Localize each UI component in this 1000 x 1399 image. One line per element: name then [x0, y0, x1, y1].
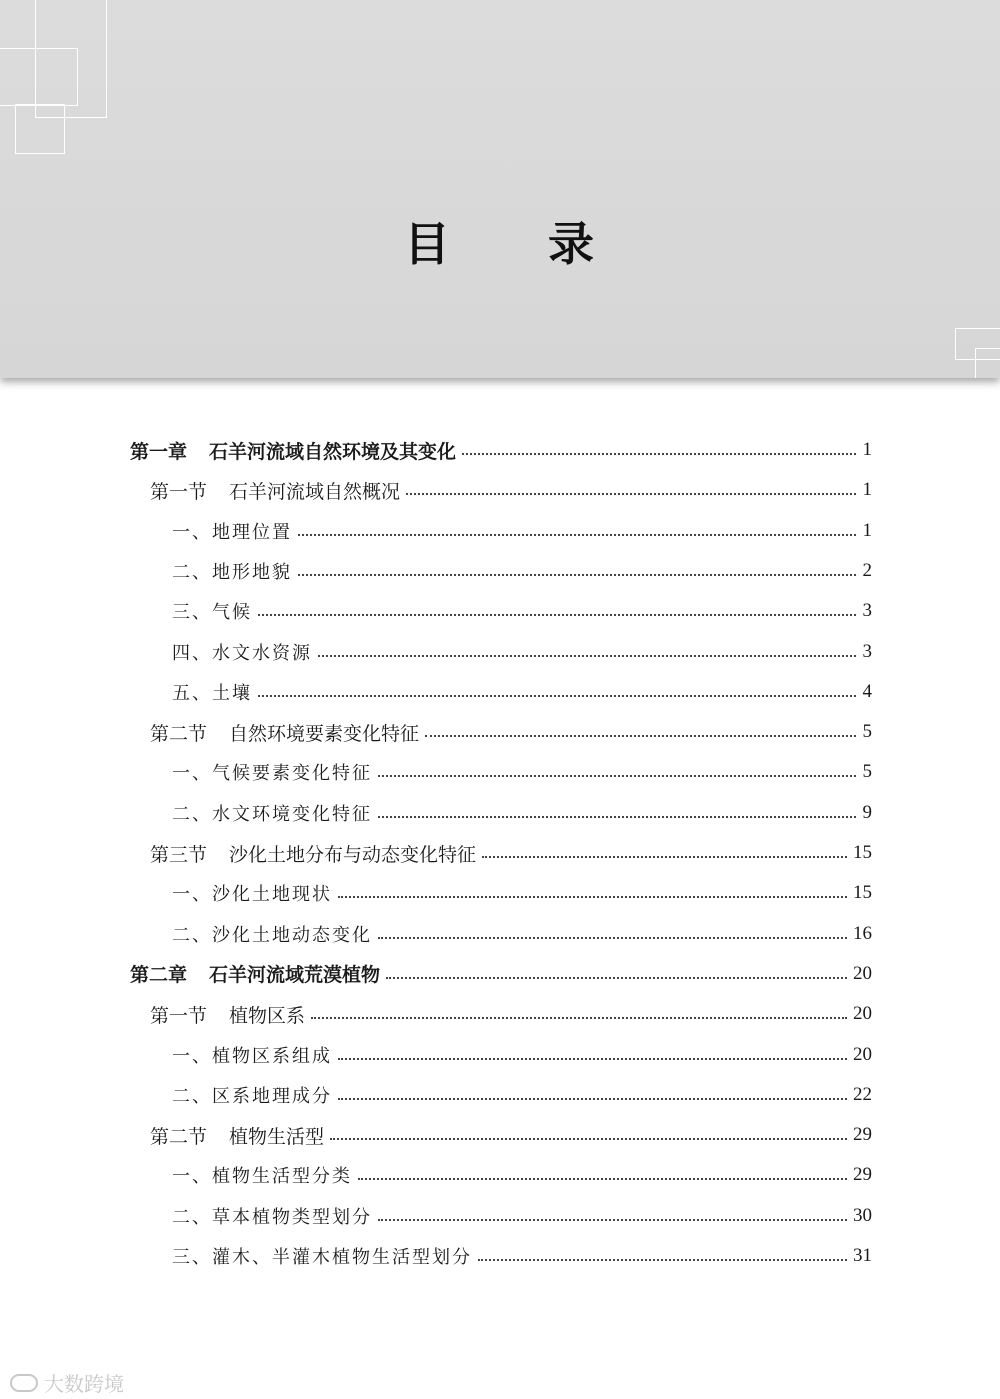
toc-entry-section	[150, 994, 872, 1034]
toc-page-number: 4	[862, 680, 872, 702]
toc-leader-dots	[258, 614, 856, 616]
toc-entry-title	[172, 1203, 372, 1229]
toc-entry-text: 地形地貌	[212, 561, 292, 583]
toc-entry-section	[150, 833, 872, 873]
toc-entry-chapter	[130, 954, 872, 994]
watermark-logo-icon	[10, 1374, 38, 1392]
toc-leader-dots	[298, 534, 856, 536]
toc-page-number: 1	[862, 439, 872, 460]
toc-entry-text: 石羊河流域荒漠植物	[209, 964, 381, 987]
toc-page-number: 16	[853, 922, 872, 944]
toc-leader-dots	[386, 977, 847, 979]
toc-entry-title	[172, 598, 252, 624]
toc-entry-item	[172, 752, 872, 792]
toc-entry-item	[172, 672, 872, 712]
toc-entry-label: 第一章	[130, 440, 188, 463]
toc-entry-label: 五、	[172, 682, 212, 704]
toc-entry-label: 第三节	[150, 843, 208, 866]
toc-entry-label: 二、	[172, 1085, 212, 1107]
watermark	[10, 1368, 124, 1397]
toc-entry-item	[172, 632, 872, 672]
toc-entry-title	[172, 880, 332, 906]
toc-page-number: 30	[853, 1204, 872, 1226]
toc-entry-text: 植物区系组成	[212, 1045, 332, 1067]
toc-entry-item	[172, 1196, 872, 1236]
toc-leader-dots	[425, 735, 856, 737]
toc-entry-title	[172, 800, 372, 826]
toc-leader-dots	[358, 1178, 847, 1180]
toc-entry-item	[172, 551, 872, 591]
toc-page-number: 22	[853, 1083, 872, 1105]
toc-page-number: 5	[862, 721, 872, 743]
toc-page-number: 1	[862, 479, 872, 501]
toc-entry-label: 一、	[172, 521, 212, 543]
toc-leader-dots	[338, 1098, 847, 1100]
toc-page-number: 29	[853, 1164, 872, 1186]
toc-entry-text: 草本植物类型划分	[212, 1206, 372, 1228]
title-char-1: 目	[404, 217, 452, 271]
toc-entry-text: 植物区系	[229, 1004, 306, 1027]
toc-entry-text: 水文水资源	[212, 642, 312, 664]
watermark-text: 大数跨境	[44, 1372, 124, 1396]
toc-entry-item	[172, 793, 872, 833]
toc-entry-text: 水文环境变化特征	[212, 803, 372, 825]
toc-entry-label: 第一节	[150, 480, 208, 503]
toc-entry-title	[150, 719, 419, 746]
toc-entry-label: 一、	[172, 763, 212, 785]
toc-page-number: 15	[853, 842, 872, 863]
decorative-square	[975, 348, 1000, 378]
toc-entry-title	[172, 679, 252, 705]
toc-entry-label: 二、	[172, 1206, 212, 1228]
toc-page-number: 1	[862, 519, 872, 541]
toc-entry-text: 植物生活型	[229, 1125, 325, 1148]
toc-page-number: 29	[853, 1124, 872, 1146]
toc-page-number: 20	[853, 962, 872, 984]
toc-entry-text: 自然环境要素变化特征	[229, 722, 420, 745]
toc-entry-section	[150, 712, 872, 752]
toc-entry-title	[172, 558, 292, 584]
toc-entry-label: 二、	[172, 803, 212, 825]
toc-entry-item	[172, 1155, 872, 1195]
toc-leader-dots	[378, 816, 856, 818]
toc-leader-dots	[482, 856, 847, 858]
toc-entry-title	[172, 639, 312, 665]
toc-entry-title	[130, 960, 380, 987]
toc-entry-text: 灌木、半灌木植物生活型划分	[212, 1247, 472, 1268]
decorative-square	[15, 104, 65, 154]
toc-entry-label: 二、	[172, 561, 212, 583]
toc-entry-label: 三、	[172, 1247, 212, 1268]
toc-entry-title	[150, 840, 476, 867]
toc-entry-text: 沙化土地动态变化	[212, 924, 372, 946]
header-band	[0, 0, 1000, 378]
toc-page-number: 5	[862, 761, 872, 783]
title-char-2: 录	[548, 217, 596, 271]
toc-leader-dots	[311, 1017, 847, 1019]
toc-entry-label: 二、	[172, 924, 212, 946]
toc-page-number: 20	[853, 1003, 872, 1025]
toc-entry-text: 气候要素变化特征	[212, 763, 372, 785]
toc-entry-title	[172, 1082, 332, 1108]
toc-entry-title	[130, 437, 456, 464]
toc-entry-title	[172, 1042, 332, 1068]
toc-entry-item	[172, 1035, 872, 1075]
toc-entry-title	[172, 759, 372, 785]
toc-entry-label: 一、	[172, 884, 212, 906]
toc-leader-dots	[330, 1138, 847, 1140]
toc-leader-dots	[338, 1058, 847, 1060]
toc-entry-title	[150, 1001, 305, 1028]
toc-entry-text: 土壤	[212, 682, 252, 704]
toc-entry-text: 区系地理成分	[212, 1085, 332, 1107]
toc-entry-label: 一、	[172, 1166, 212, 1188]
toc-leader-dots	[406, 493, 856, 495]
toc-leader-dots	[378, 775, 856, 777]
toc-entry-section	[150, 1115, 872, 1155]
toc-entry-section	[150, 470, 872, 510]
toc-entry-item	[172, 914, 872, 954]
toc-entry-label: 三、	[172, 602, 212, 624]
toc-entry-item	[172, 511, 872, 551]
toc-entry-item	[172, 1236, 872, 1276]
toc-entry-text: 石羊河流域自然概况	[229, 480, 401, 503]
toc-entry-label: 第二节	[150, 1125, 208, 1148]
toc-leader-dots	[478, 1259, 847, 1261]
toc-entry-chapter	[130, 430, 872, 470]
toc-page-number: 3	[862, 640, 872, 662]
toc-leader-dots	[462, 453, 856, 455]
toc-entry-label: 一、	[172, 1045, 212, 1067]
decorative-square	[0, 48, 78, 106]
toc-entry-text: 沙化土地现状	[212, 884, 332, 906]
toc-entry-title	[172, 1243, 472, 1269]
toc-leader-dots	[338, 896, 847, 898]
toc-page-number: 20	[853, 1043, 872, 1065]
toc-entry-text: 气候	[212, 602, 252, 624]
toc-entry-title	[172, 1162, 352, 1188]
page-title	[0, 208, 1000, 274]
toc-leader-dots	[258, 695, 856, 697]
toc-page-number: 9	[862, 801, 872, 823]
toc-entry-item	[172, 873, 872, 913]
toc-entry-item	[172, 591, 872, 631]
toc-entry-text: 石羊河流域自然环境及其变化	[209, 440, 457, 463]
toc-leader-dots	[298, 574, 856, 576]
toc-entry-label: 第二节	[150, 722, 208, 745]
toc-entry-title	[150, 1122, 324, 1149]
toc-page-number: 31	[853, 1245, 872, 1266]
toc-entry-title	[172, 921, 372, 947]
toc-entry-title	[150, 477, 400, 504]
toc-entry-text: 植物生活型分类	[212, 1166, 352, 1188]
toc-leader-dots	[378, 937, 847, 939]
toc-entry-title	[172, 518, 292, 544]
toc-leader-dots	[378, 1219, 847, 1221]
toc-entry-text: 沙化土地分布与动态变化特征	[229, 843, 477, 866]
toc-entry-label: 第二章	[130, 964, 188, 987]
toc-page-number: 2	[862, 559, 872, 581]
toc-page-number: 3	[862, 600, 872, 622]
toc-entry-text: 地理位置	[212, 521, 292, 543]
toc-entry-item	[172, 1075, 872, 1115]
toc-entry-label: 第一节	[150, 1004, 208, 1027]
toc-page-number: 15	[853, 882, 872, 904]
toc-entry-label: 四、	[172, 642, 212, 664]
toc-leader-dots	[318, 655, 856, 657]
